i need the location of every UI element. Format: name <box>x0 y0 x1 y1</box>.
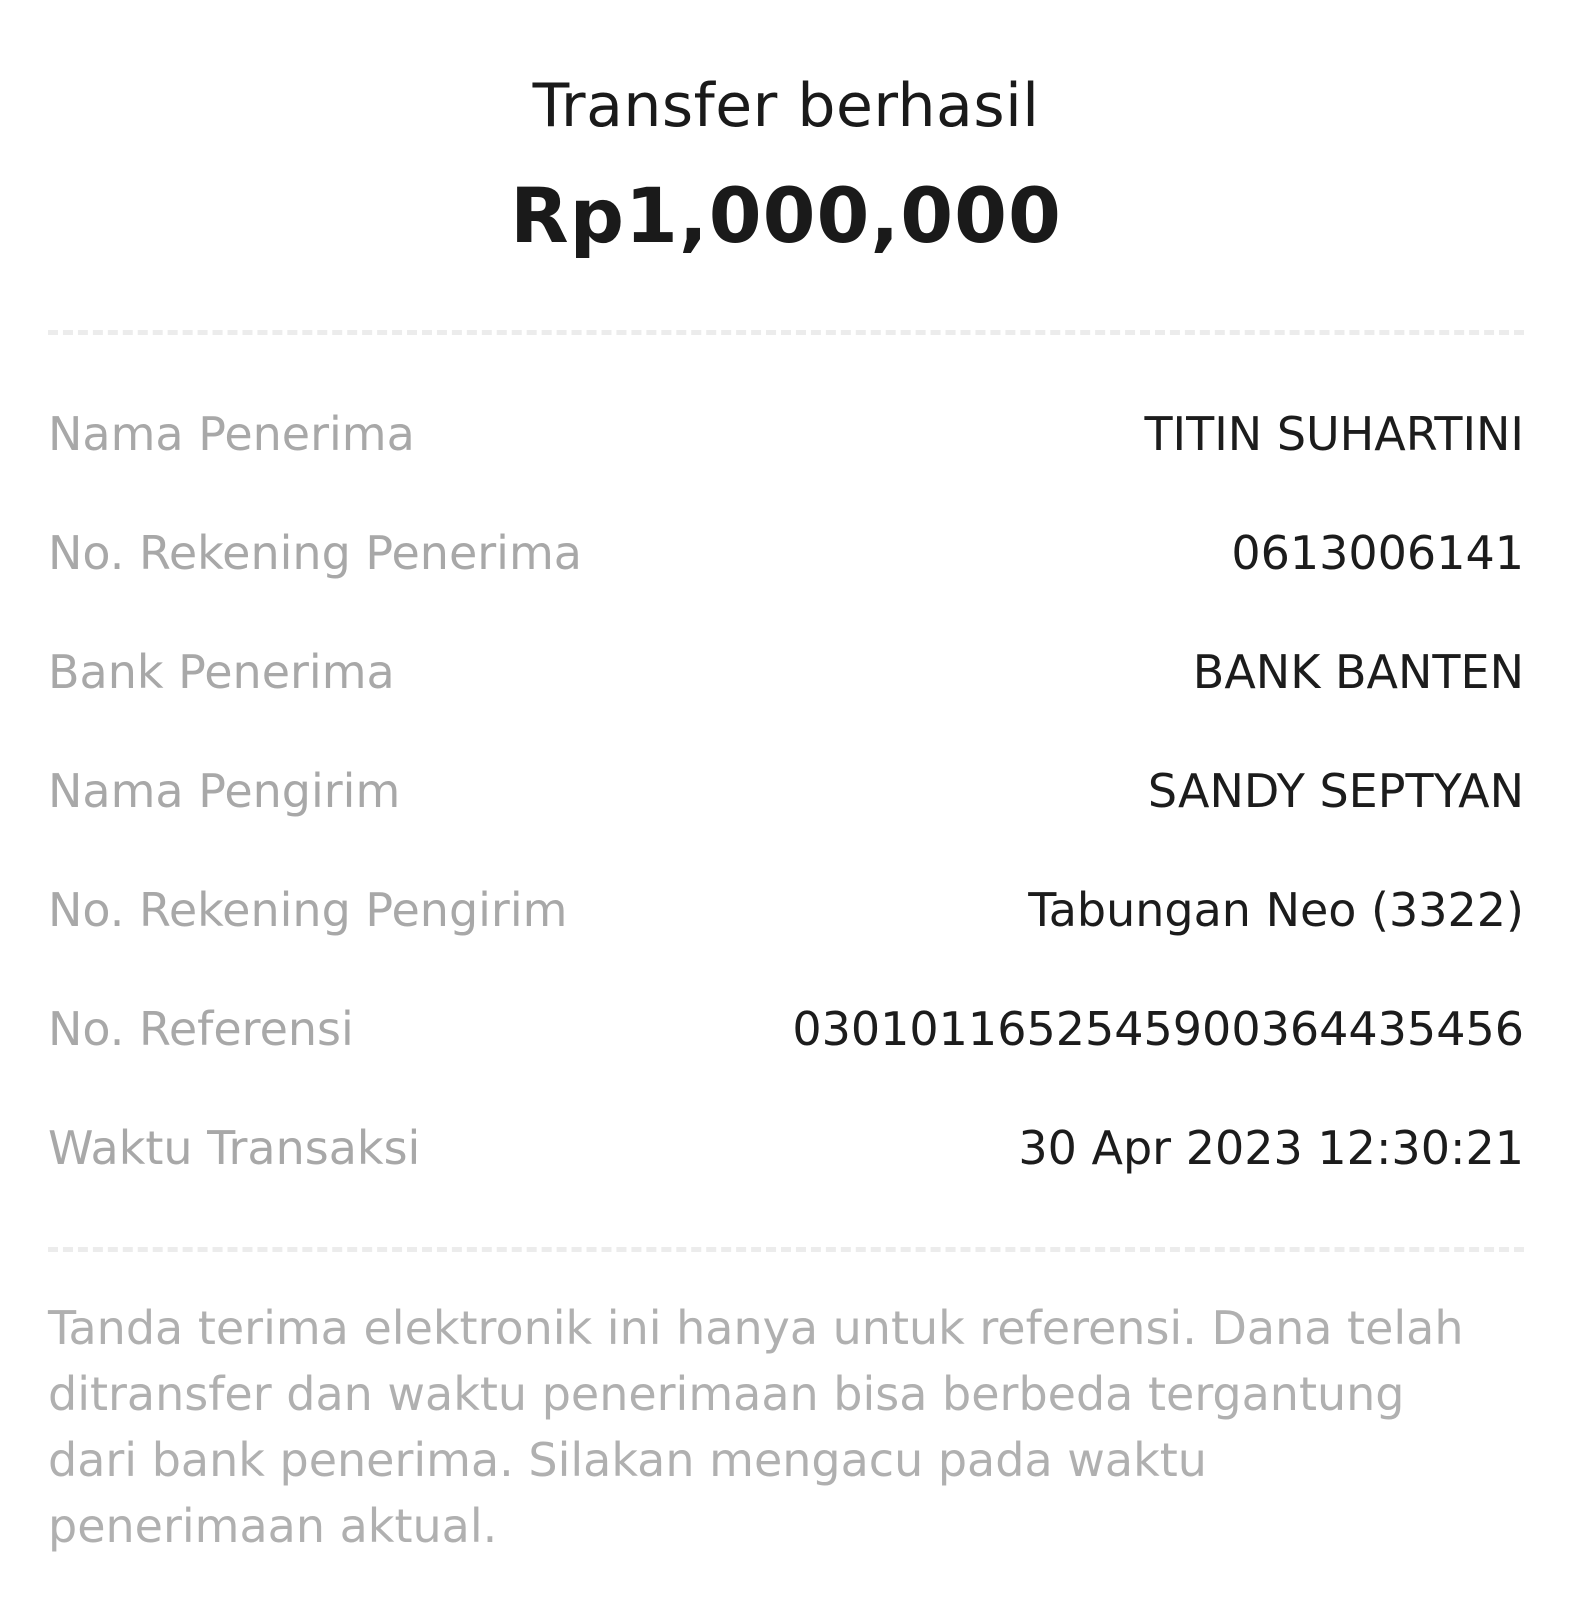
sender-name-value: SANDY SEPTYAN <box>1147 763 1524 818</box>
transaction-details <box>48 374 1524 1207</box>
detail-row-recipient-account <box>48 493 1524 612</box>
detail-row-reference <box>48 969 1524 1088</box>
sender-account-value: Tabungan Neo (3322) <box>1028 882 1524 937</box>
detail-row-recipient-name <box>48 374 1524 493</box>
detail-row-sender-account <box>48 850 1524 969</box>
divider-top <box>48 330 1524 335</box>
receipt-disclaimer: Tanda terima elektronik ini hanya untuk referensi. Dana telah ditransfer dan waktu penerimaan bisa berbeda tergantung dari bank penerima. Silakan mengacu pada waktu penerimaan aktual. <box>48 1301 1464 1553</box>
recipient-bank-label: Bank Penerima <box>48 644 395 699</box>
sender-account-label: No. Rekening Pengirim <box>48 882 568 937</box>
recipient-bank-value: BANK BANTEN <box>1192 644 1524 699</box>
detail-row-recipient-bank <box>48 612 1524 731</box>
divider-bottom <box>48 1247 1524 1252</box>
recipient-name-label: Nama Penerima <box>48 406 415 461</box>
sender-name-label: Nama Pengirim <box>48 763 401 818</box>
reference-value: 03010116525459003644354​56 <box>792 1001 1524 1056</box>
transaction-time-label: Waktu Transaksi <box>48 1120 421 1175</box>
recipient-account-value: 0613006141 <box>1231 525 1524 580</box>
reference-label: No. Referensi <box>48 1001 354 1056</box>
recipient-name-value: TITIN SUHARTINI <box>1144 406 1524 461</box>
transaction-time-value: 30 Apr 2023 12:30:21 <box>1018 1120 1524 1175</box>
page-title: Transfer berhasil <box>532 71 1040 141</box>
recipient-account-label: No. Rekening Penerima <box>48 525 582 580</box>
detail-row-sender-name <box>48 731 1524 850</box>
transfer-amount: Rp1,000,000 <box>510 171 1062 260</box>
detail-row-transaction-time <box>48 1088 1524 1207</box>
